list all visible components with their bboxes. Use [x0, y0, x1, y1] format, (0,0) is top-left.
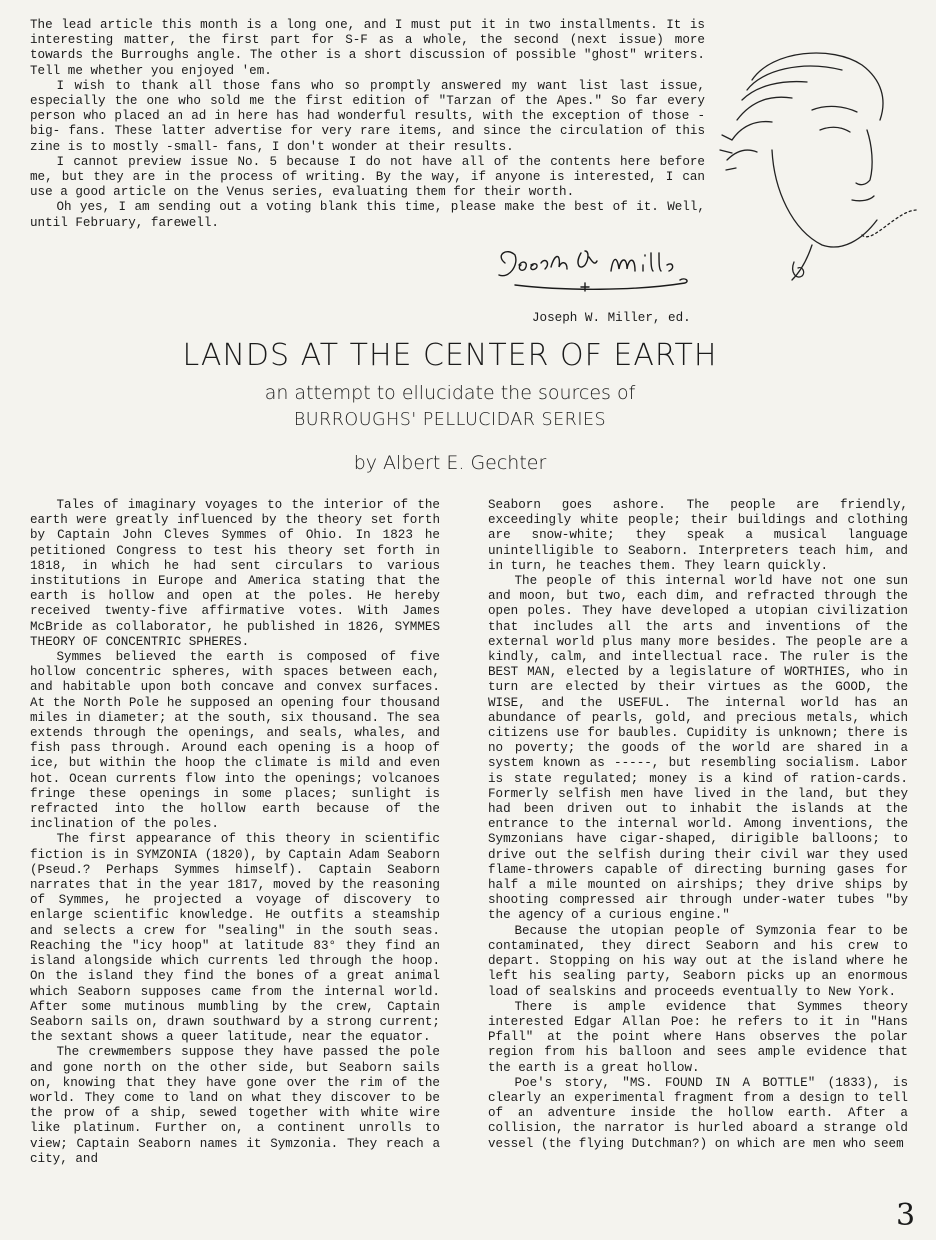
- editorial-paragraph: I cannot preview issue No. 5 because I do not have all of the contents here before me, but they are in the process of writing. By the way, if anyone is interested, I can use a good article on the Venus series, evaluating them for their worth.: [30, 154, 705, 200]
- editorial-paragraph: Oh yes, I am sending out a voting blank this time, please make the best of it. Well, until February, farewell.: [30, 200, 705, 230]
- editorial-note: [30, 18, 705, 231]
- article-byline: by Albert E. Gechter: [353, 452, 547, 474]
- article-paragraph: Tales of imaginary voyages to the interior of the earth were greatly influenced by the theory set forth by Captain John Cleves Symmes of Ohio. In 1823 he petitioned Congress to test his theory set forth in 1818, in which he had sent circulars to various institutions in Europe and America stating that the earth is hollow and open at the poles. He hereby received twenty-five affirmative votes. With James McBride as collaborator, he published in 1826, SYMMES THEORY OF CONCENTRIC SPHERES.: [30, 498, 440, 649]
- article-column-right: [488, 498, 908, 1152]
- article-subtitle-series: BURROUGHS' PELLUCIDAR SERIES: [293, 410, 607, 430]
- editor-signature: Joseph W. Miller, ed.: [532, 311, 691, 325]
- article-column-left: [30, 498, 440, 1167]
- editorial-paragraph: I wish to thank all those fans who so promptly answered my want list last issue, especially the one who sold me the first edition of "Tarzan of the Apes." So far every person who placed an ad in here has had wonderful results, with the exception of those -big- fans. These latter advertise for very rare items, and since the circulation of this zine is to mostly -small- fans, I don't wonder at their results.: [30, 78, 705, 154]
- article-subtitle: an attempt to ellucidate the sources of: [264, 382, 636, 404]
- article-paragraph: The people of this internal world have not one sun and moon, but two, each dim, and refracted through the open poles. They have developed a utopian civilization that includes all the arts and inventions of the external world plus many more besides. The people are a kindly, calm, and intellectual race. The ruler is the BEST MAN, elected by a legislature of WORTHIES, who in turn are elected by their virtues as the GOOD, the WISE, and the USEFUL. The internal world has an abundance of pearls, gold, and precious metals, which citizens use for baubles. Cupidity is unknown; there is no poverty; the goods of the world are shared in a system known as -----, but resembling socialism. Labor is state regulated; money is a kind of ration-cards. Formerly selfish men have lived in the land, but they had been driven out to inhabit the islands at the entrance to the internal world. Among inventions, the Symzonians have cigar-shaped, dirigible balloons; to drive out the selfish during their civil war they used flame-throwers capable of directing burning gases for half a mile mounted on airships; they drive ships by shooting compressed air through under-water tubes "by the agency of a curious engine.": [488, 574, 908, 923]
- editorial-paragraph: The lead article this month is a long one, and I must put it in two installments. It is interesting matter, the first part for S-F as a whole, the second (next issue) more towards the Burroughs angle. The other is a short discussion of possible "ghost" writers. Tell me whether you enjoyed 'em.: [30, 18, 705, 78]
- article-paragraph: Because the utopian people of Symzonia fear to be contaminated, they direct Seaborn and his crew to depart. Stopping on his way out at the island where he left his sealing party, Seaborn picks up an enormous load of sealskins and proceeds eventually to New York.: [488, 923, 908, 999]
- article-paragraph: Symmes believed the earth is composed of five hollow concentric spheres, with spaces between each, and habitable upon both concave and convex surfaces. At the North Pole he supposed an opening four thousand miles in diameter; at the south, six thousand. The sea extends through the openings, and seals, whales, and fish pass through. Around each opening is a hoop of ice, but within the hoop the climate is mild and even hot. Ocean currents flow into the openings; volcanoes fringe these openings in some places; sunlight is refracted into the hollow earth because of the inclination of the poles.: [30, 650, 440, 832]
- article-title: LANDS AT THE CENTER OF EARTH: [182, 338, 718, 373]
- page-number: 3: [896, 1198, 916, 1233]
- article-paragraph: Poe's story, "MS. FOUND IN A BOTTLE" (1833), is clearly an experimental fragment from a design to tell of an adventure inside the hollow earth. After a collision, the narrator is hurled aboard a strange old vessel (the flying Dutchman?) on which are men who seem: [488, 1075, 908, 1151]
- article-paragraph: Seaborn goes ashore. The people are friendly, exceedingly white people; their buildings and clothing are snow-white; they speak a musical language unintelligible to Seaborn. Interpreters teach him, and in turn, he teaches them. They learn quickly.: [488, 498, 908, 573]
- article-paragraph: The crewmembers suppose they have passed the pole and gone north on the other side, but Seaborn sails on, knowing that they have gone over the rim of the world. They come to land on what they discover to be the prow of a ship, sewed together with white wire like platinum. Further on, a continent unrolls to view; Captain Seaborn names it Symzonia. They reach a city, and: [30, 1045, 440, 1166]
- handwritten-signature: [485, 235, 705, 305]
- portrait-sketch: [712, 40, 922, 290]
- article-paragraph: The first appearance of this theory in scientific fiction is in SYMZONIA (1820), by Captain Adam Seaborn (Pseud.? Perhaps Symmes himself). Captain Seaborn narrates that in the year 1817, moved by the reasoning of Symmes, he projected a voyage of discovery to enlarge scientific knowledge. He outfits a steamship and selects a crew for "sealing" in the south seas. Reaching the "icy hoop" at latitude 83° they find an island alongside which currents led through the hoop. On the island they find the bones of a great animal which Seaborn supposes came from the internal world. After some mutinous mumbling by the crew, Captain Seaborn sails on, drawn southward by a strong current; the sextant shows a queer latitude, near the equator.: [30, 832, 440, 1045]
- article-paragraph: There is ample evidence that Symmes theory interested Edgar Allan Poe: he refers to it in "Hans Pfall" at the point where Hans observes the polar region from his balloon and sees ample evidence that the earth is a great hollow.: [488, 999, 908, 1075]
